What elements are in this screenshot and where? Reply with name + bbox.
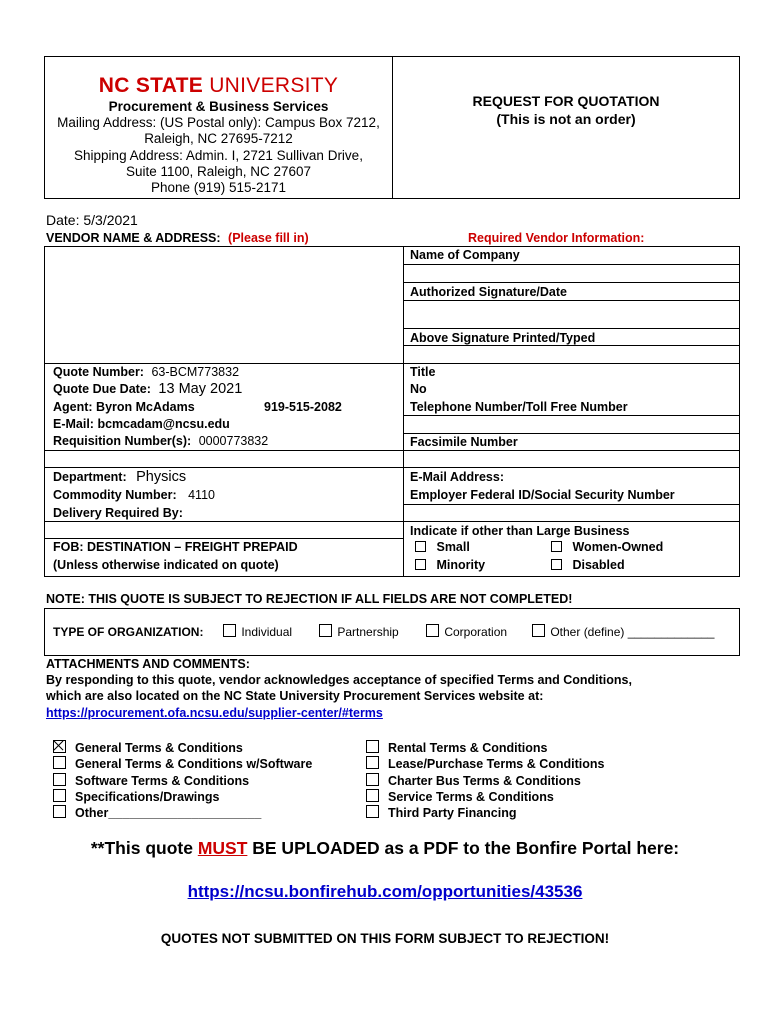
partnership-checkbox[interactable] — [319, 624, 332, 637]
organization-type-row: TYPE OF ORGANIZATION: — [53, 625, 204, 639]
quote-due-row: Quote Due Date: 13 May 2021 — [53, 381, 243, 397]
rejection-footer: QUOTES NOT SUBMITTED ON THIS FORM SUBJECT TO REJECTION! — [160, 931, 610, 946]
attachment-checkbox[interactable] — [53, 805, 66, 818]
attachment-item[interactable]: Third Party Financing — [366, 805, 605, 821]
company-name-label: Name of Company — [410, 248, 520, 262]
disabled-option[interactable]: Disabled — [551, 558, 625, 573]
attachments-text-1: By responding to this quote, vendor acknowledges acceptance of specified Terms and Conditions, — [46, 673, 632, 687]
attachment-item[interactable]: Specifications/Drawings — [53, 789, 312, 805]
terms-link[interactable]: https://procurement.ofa.ncsu.edu/supplier-center/#terms — [46, 706, 383, 720]
attachment-checkbox[interactable] — [366, 773, 379, 786]
shipping-address-1: Shipping Address: Admin. I, 2721 Sullivan Drive, — [74, 148, 363, 163]
department-value: Physics — [136, 469, 187, 485]
agent-email: E-Mail: bcmcadam@ncsu.edu — [53, 417, 230, 431]
tax-id-label: Employer Federal ID/Social Security Number — [410, 488, 675, 502]
attachment-checkbox[interactable] — [53, 740, 66, 753]
org-corporation-option[interactable]: Corporation — [426, 624, 507, 640]
shipping-address-2: Suite 1100, Raleigh, NC 27607 — [125, 164, 312, 179]
agent-name: Agent: Byron McAdams — [53, 400, 195, 414]
attachments-text-2: which are also located on the NC State University Procurement Services website at: — [46, 689, 544, 703]
attachment-item[interactable]: Rental Terms & Conditions — [366, 740, 605, 756]
signature-field[interactable] — [404, 301, 739, 328]
org-individual-option[interactable]: Individual — [223, 624, 292, 640]
phone-number: Phone (919) 515-2171 — [150, 180, 287, 195]
quote-number-row: Quote Number: 63-BCM773832 — [53, 365, 240, 379]
tax-id-field[interactable] — [404, 505, 739, 521]
rejection-note: NOTE: THIS QUOTE IS SUBJECT TO REJECTION IF ALL FIELDS ARE NOT COMPLETED! — [46, 592, 573, 606]
quote-number-value: 63-BCM773832 — [151, 365, 240, 379]
fax-field[interactable] — [404, 451, 739, 467]
vendor-label-row: VENDOR NAME & ADDRESS: (Please fill in) — [46, 231, 309, 245]
disabled-checkbox[interactable] — [551, 559, 562, 570]
attachment-checkbox[interactable] — [53, 773, 66, 786]
attachment-item[interactable]: Software Terms & Conditions — [53, 773, 312, 789]
business-type-label: Indicate if other than Large Business — [410, 524, 630, 538]
attachment-checkbox[interactable] — [53, 756, 66, 769]
small-business-option[interactable]: Small — [415, 540, 470, 555]
mailing-address-2: Raleigh, NC 27695-7212 — [144, 131, 293, 146]
rfq-title: REQUEST FOR QUOTATION — [472, 93, 660, 109]
left-attachment-list — [53, 740, 312, 821]
org-partnership-option[interactable]: Partnership — [319, 624, 399, 640]
attachment-item[interactable]: General Terms & Conditions w/Software — [53, 756, 312, 772]
attachment-checkbox[interactable] — [366, 756, 379, 769]
corporation-checkbox[interactable] — [426, 624, 439, 637]
fax-label: Facsimile Number — [410, 435, 518, 449]
commodity-row: Commodity Number: 4110 — [53, 488, 215, 502]
signature-label: Authorized Signature/Date — [410, 285, 567, 299]
org-other-option[interactable]: Other (define) _____________ — [532, 624, 714, 640]
printed-name-label: Above Signature Printed/Typed — [410, 331, 596, 345]
right-attachment-list — [366, 740, 605, 821]
vendor-column-divider — [403, 246, 404, 577]
fob-line-2: (Unless otherwise indicated on quote) — [53, 558, 279, 572]
women-owned-option[interactable]: Women-Owned — [551, 540, 663, 555]
attachment-item[interactable]: Charter Bus Terms & Conditions — [366, 773, 605, 789]
minority-option[interactable]: Minority — [415, 558, 485, 573]
printed-name-field[interactable] — [404, 346, 739, 363]
individual-checkbox[interactable] — [223, 624, 236, 637]
quote-date: Date: 5/3/2021 — [46, 212, 138, 228]
requisition-row: Requisition Number(s): 0000773832 — [53, 434, 269, 448]
fob-line-1: FOB: DESTINATION – FREIGHT PREPAID — [53, 540, 298, 554]
other-checkbox[interactable] — [532, 624, 545, 637]
commodity-value: 4110 — [188, 488, 215, 502]
attachment-checkbox[interactable] — [366, 789, 379, 802]
quote-due-value: 13 May 2021 — [158, 381, 243, 397]
email-label: E-Mail Address: — [410, 470, 505, 484]
requisition-value: 0000773832 — [198, 434, 269, 448]
required-vendor-label: Required Vendor Information: — [468, 231, 645, 245]
small-checkbox[interactable] — [415, 541, 426, 552]
attachment-checkbox[interactable] — [53, 789, 66, 802]
minority-checkbox[interactable] — [415, 559, 426, 570]
mailing-address-1: Mailing Address: (US Postal only): Campus Box 7212, — [57, 115, 380, 130]
title-label: Title — [410, 365, 436, 379]
delivery-label: Delivery Required By: — [53, 506, 183, 520]
attachment-checkbox[interactable] — [366, 805, 379, 818]
agent-phone: 919-515-2082 — [264, 400, 342, 414]
telephone-field[interactable] — [404, 416, 739, 433]
vendor-address-field[interactable] — [45, 247, 402, 362]
university-logo: NC STATE UNIVERSITY — [98, 74, 339, 97]
attachment-item[interactable]: Service Terms & Conditions — [366, 789, 605, 805]
must-emphasis: MUST — [197, 838, 248, 858]
attachments-heading: ATTACHMENTS AND COMMENTS: — [46, 657, 250, 671]
upload-instructions: **This quote MUST BE UPLOADED as a PDF to the Bonfire Portal here: — [90, 838, 680, 858]
attachment-item[interactable]: General Terms & Conditions — [53, 740, 312, 756]
vendor-hint: (Please fill in) — [228, 231, 309, 245]
women-owned-checkbox[interactable] — [551, 541, 562, 552]
department-name: Procurement & Business Services — [108, 99, 329, 114]
header-right-box — [392, 56, 740, 199]
telephone-label: Telephone Number/Toll Free Number — [410, 400, 628, 414]
bonfire-link[interactable]: https://ncsu.bonfirehub.com/opportunities/43536 — [187, 882, 583, 901]
title-value[interactable]: No — [410, 382, 427, 396]
company-name-field[interactable] — [404, 265, 739, 282]
department-row: Department: Physics — [53, 469, 187, 485]
attachment-item[interactable]: Other______________________ — [53, 805, 312, 821]
rfq-subtitle: (This is not an order) — [496, 111, 636, 127]
attachment-item[interactable]: Lease/Purchase Terms & Conditions — [366, 756, 605, 772]
attachment-checkbox[interactable] — [366, 740, 379, 753]
